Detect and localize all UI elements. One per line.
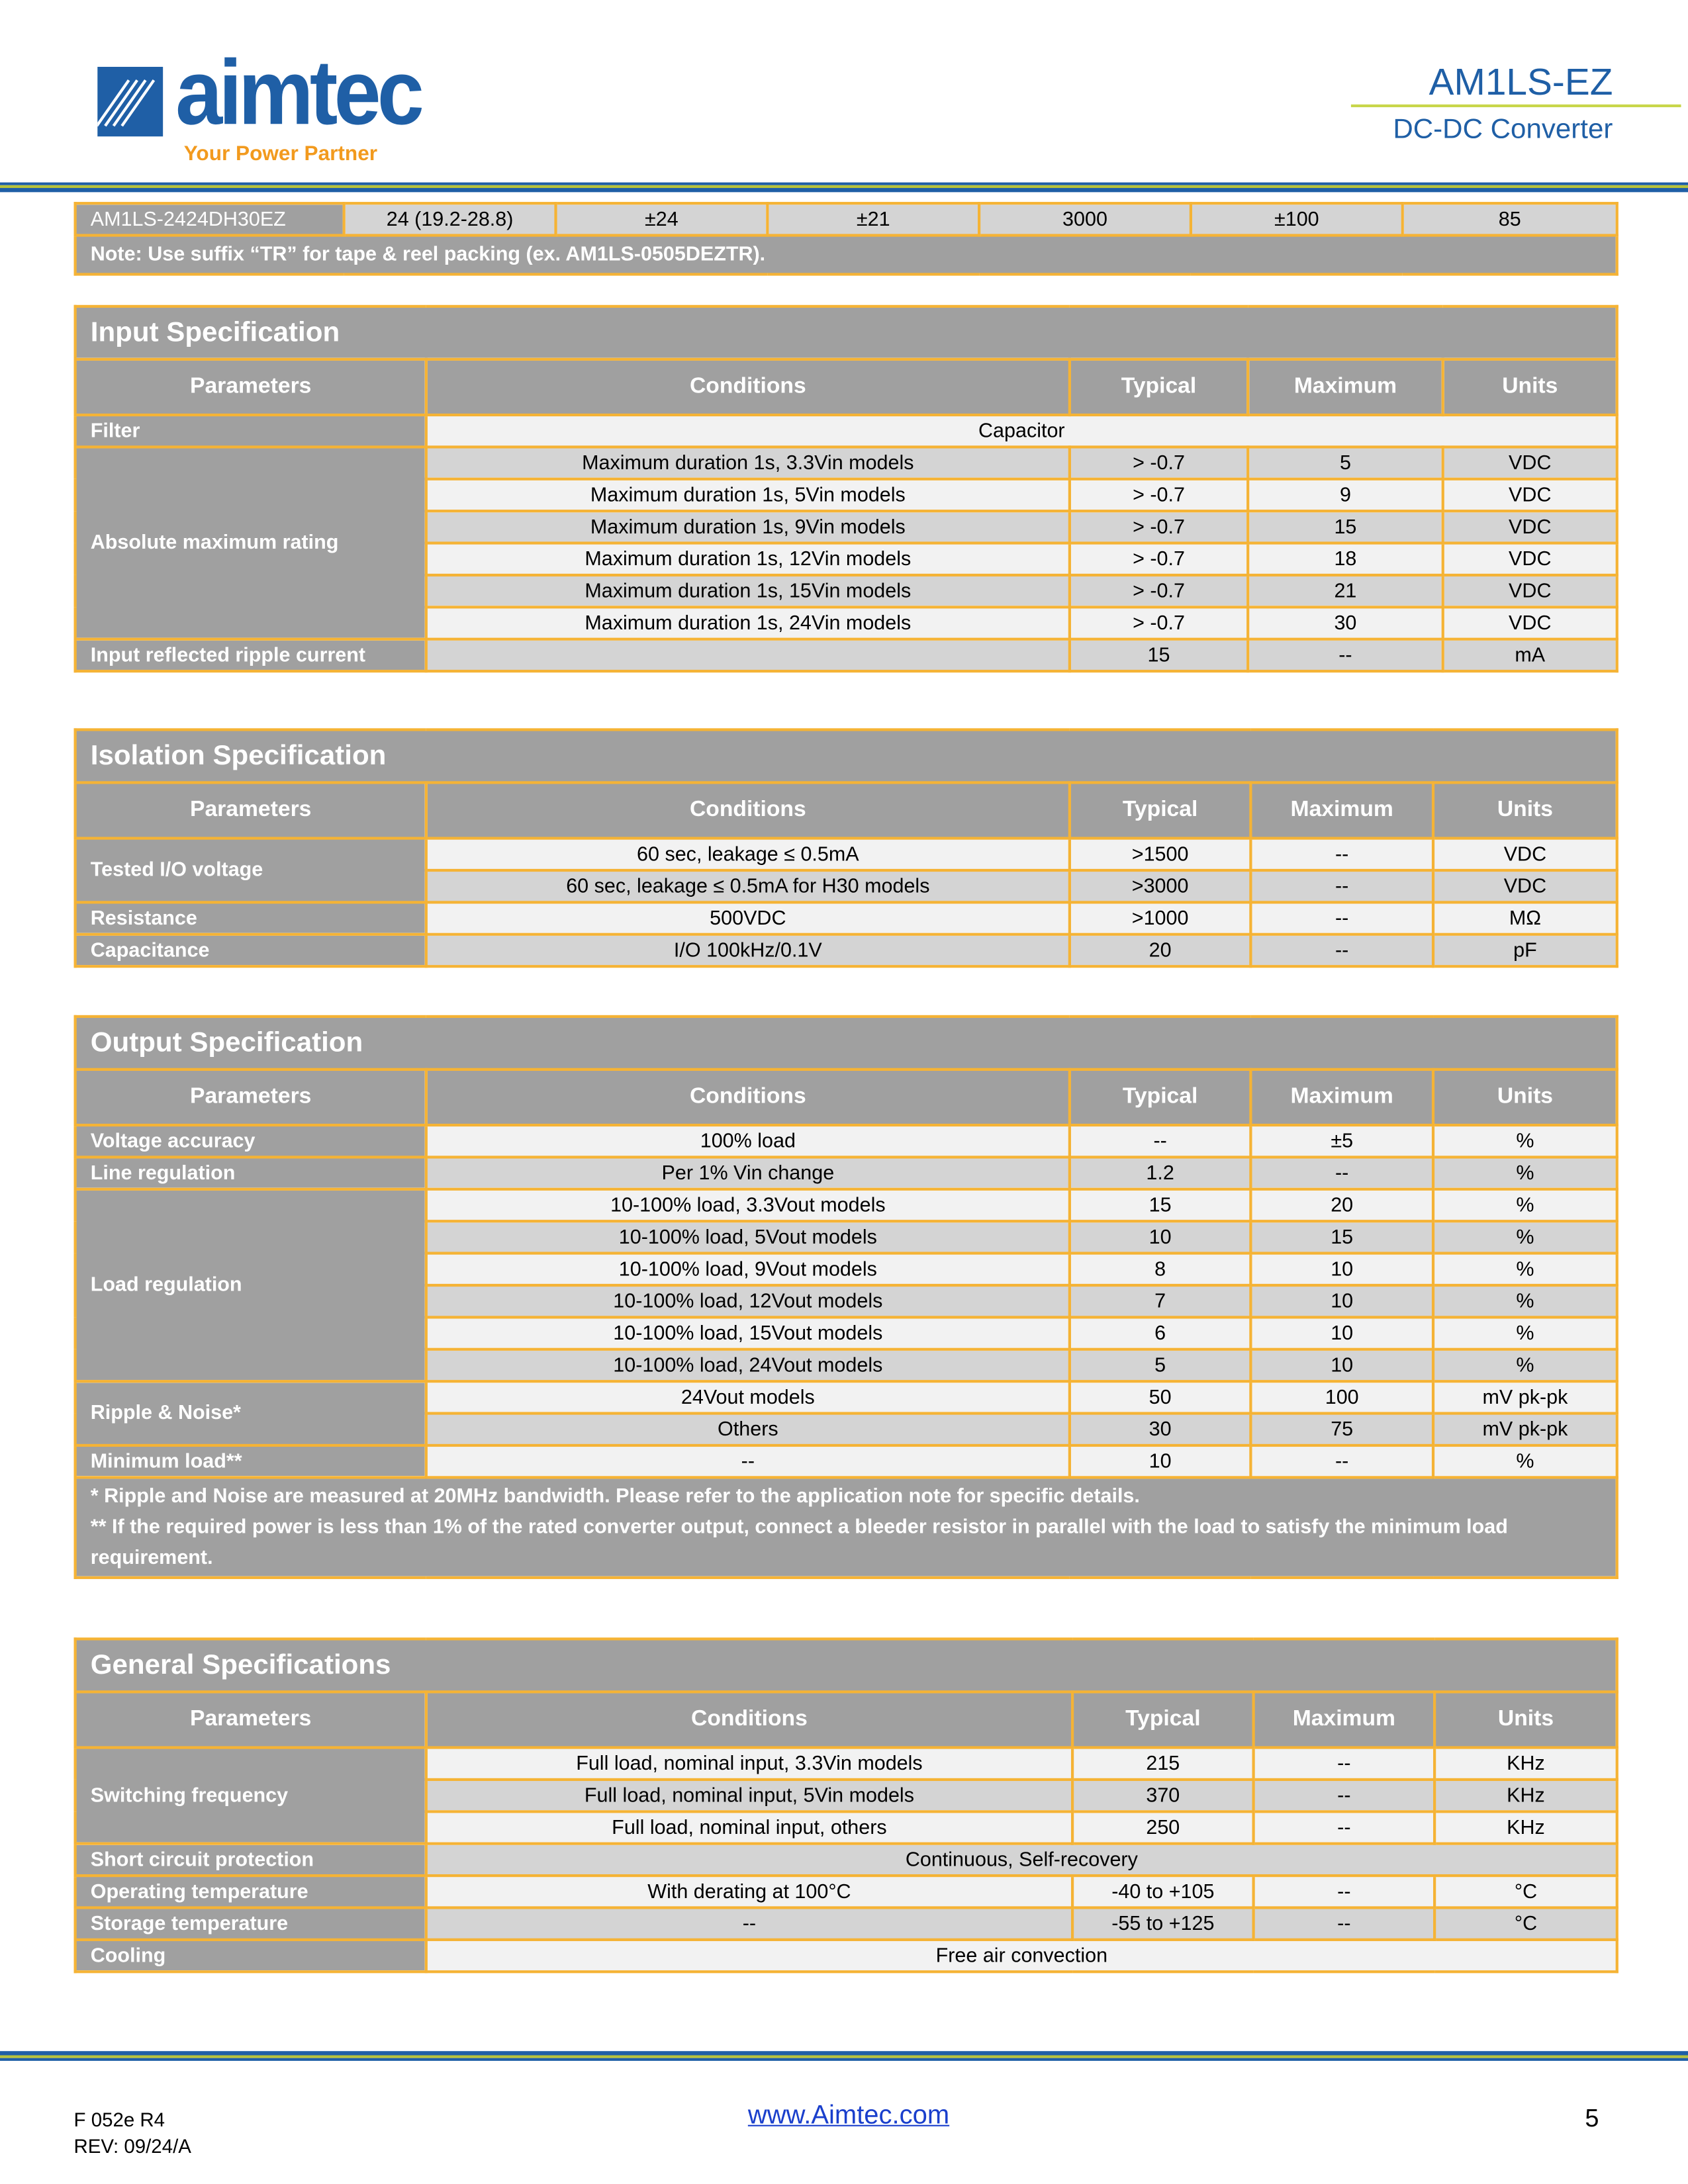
conditions-cell	[426, 639, 1070, 671]
maximum-cell: --	[1254, 1811, 1435, 1843]
maximum-cell: --	[1250, 1157, 1433, 1189]
units-cell: KHz	[1434, 1748, 1617, 1780]
column-header: Maximum	[1248, 359, 1443, 415]
conditions-cell: Maximum duration 1s, 24Vin models	[426, 607, 1070, 639]
conditions-cell: Maximum duration 1s, 5Vin models	[426, 479, 1070, 511]
units-cell: VDC	[1443, 543, 1617, 575]
parameter-cell: Ripple & Noise*	[75, 1381, 426, 1445]
column-header: Maximum	[1254, 1692, 1435, 1747]
conditions-cell: With derating at 100°C	[426, 1876, 1072, 1907]
parameter-cell: Switching frequency	[75, 1748, 426, 1844]
table-row	[75, 839, 1617, 870]
conditions-cell: Maximum duration 1s, 12Vin models	[426, 543, 1070, 575]
conditions-cell: I/O 100kHz/0.1V	[426, 934, 1070, 966]
conditions-cell: 10-100% load, 24Vout models	[426, 1349, 1070, 1381]
model-number: AM1LS-2424DH30EZ	[75, 203, 344, 235]
parameter-cell: Operating temperature	[75, 1876, 426, 1907]
column-header: Typical	[1072, 1692, 1254, 1747]
typical-cell: > -0.7	[1070, 607, 1248, 639]
units-cell: %	[1433, 1189, 1617, 1221]
table-row	[75, 1876, 1617, 1907]
conditions-cell: 100% load	[426, 1125, 1070, 1157]
units-cell: KHz	[1434, 1780, 1617, 1811]
typical-cell: >3000	[1070, 870, 1251, 902]
merged-value-cell: Free air convection	[426, 1940, 1617, 1972]
footnote: * Ripple and Noise are measured at 20MHz bandwidth. Please refer to the application note for specific details.	[90, 1485, 1140, 1508]
section-title: Output Specification	[75, 1017, 1617, 1069]
column-header: Parameters	[75, 1692, 426, 1747]
header-row	[75, 1069, 1617, 1125]
typical-cell: -40 to +105	[1072, 1876, 1254, 1907]
footer-revision: REV: 09/24/A	[73, 2134, 191, 2158]
conditions-cell: Full load, nominal input, others	[426, 1811, 1072, 1843]
units-cell: %	[1433, 1157, 1617, 1189]
maximum-cell: 100	[1250, 1381, 1433, 1413]
units-cell: MΩ	[1433, 902, 1617, 934]
typical-cell: --	[1070, 1125, 1251, 1157]
typical-cell: 15	[1070, 1189, 1251, 1221]
parameter-cell: Storage temperature	[75, 1907, 426, 1939]
conditions-cell: Full load, nominal input, 5Vin models	[426, 1780, 1072, 1811]
column-header: Units	[1443, 359, 1617, 415]
units-cell: %	[1433, 1125, 1617, 1157]
typical-cell: -55 to +125	[1072, 1907, 1254, 1939]
model-isolation: 3000	[979, 203, 1191, 235]
typical-cell: 1.2	[1070, 1157, 1251, 1189]
table-row	[75, 1844, 1617, 1876]
logo-wordmark: aimtec	[175, 40, 421, 144]
units-cell: %	[1433, 1285, 1617, 1317]
maximum-cell: --	[1250, 1445, 1433, 1477]
parameter-cell: Resistance	[75, 902, 426, 934]
units-cell: mV pk-pk	[1433, 1381, 1617, 1413]
page-number: 5	[1585, 2104, 1599, 2132]
maximum-cell: 10	[1250, 1253, 1433, 1285]
section-title: Isolation Specification	[75, 729, 1617, 782]
typical-cell: > -0.7	[1070, 543, 1248, 575]
conditions-cell: Per 1% Vin change	[426, 1157, 1070, 1189]
parameter-cell: Cooling	[75, 1940, 426, 1972]
column-header: Parameters	[75, 359, 426, 415]
column-header: Conditions	[426, 359, 1070, 415]
maximum-cell: --	[1254, 1748, 1435, 1780]
units-cell: KHz	[1434, 1811, 1617, 1843]
header-row	[75, 1692, 1617, 1747]
table-row	[75, 1381, 1617, 1413]
maximum-cell: 10	[1250, 1317, 1433, 1349]
maximum-cell: --	[1254, 1876, 1435, 1907]
units-cell: %	[1433, 1349, 1617, 1381]
maximum-cell: --	[1250, 870, 1433, 902]
general-specifications-table	[74, 1637, 1618, 1973]
footer-form-number: F 052e R4	[73, 2108, 165, 2131]
conditions-cell: Full load, nominal input, 3.3Vin models	[426, 1748, 1072, 1780]
model-efficiency: 85	[1403, 203, 1617, 235]
model-table	[74, 202, 1618, 276]
conditions-cell: 10-100% load, 15Vout models	[426, 1317, 1070, 1349]
title-divider	[1351, 105, 1681, 107]
header-rule-bottom	[0, 188, 1688, 192]
units-cell: VDC	[1443, 607, 1617, 639]
column-header: Units	[1434, 1692, 1617, 1747]
product-title: AM1LS-EZ	[1429, 61, 1613, 103]
typical-cell: 20	[1070, 934, 1251, 966]
typical-cell: >1500	[1070, 839, 1251, 870]
table-row	[75, 639, 1617, 671]
maximum-cell: --	[1248, 639, 1443, 671]
maximum-cell: --	[1254, 1907, 1435, 1939]
typical-cell: 6	[1070, 1317, 1251, 1349]
conditions-cell: 500VDC	[426, 902, 1070, 934]
model-output-voltage: ±24	[555, 203, 767, 235]
table-row	[75, 1157, 1617, 1189]
column-header: Parameters	[75, 782, 426, 838]
parameter-cell: Filter	[75, 415, 426, 447]
column-header: Typical	[1070, 782, 1251, 838]
units-cell: VDC	[1443, 479, 1617, 511]
units-cell: VDC	[1433, 839, 1617, 870]
conditions-cell: Maximum duration 1s, 3.3Vin models	[426, 447, 1070, 478]
column-header: Conditions	[426, 1069, 1070, 1125]
parameter-cell: Input reflected ripple current	[75, 639, 426, 671]
model-row	[75, 203, 1617, 235]
conditions-cell: Maximum duration 1s, 15Vin models	[426, 575, 1070, 607]
input-specification-table	[74, 305, 1618, 672]
section-title: General Specifications	[75, 1639, 1617, 1692]
merged-value-cell: Continuous, Self-recovery	[426, 1844, 1617, 1876]
parameter-cell: Line regulation	[75, 1157, 426, 1189]
units-cell: VDC	[1443, 511, 1617, 543]
column-header: Units	[1433, 782, 1617, 838]
typical-cell: 10	[1070, 1445, 1251, 1477]
maximum-cell: 18	[1248, 543, 1443, 575]
typical-cell: > -0.7	[1070, 575, 1248, 607]
typical-cell: 10	[1070, 1221, 1251, 1253]
maximum-cell: 15	[1248, 511, 1443, 543]
units-cell: %	[1433, 1317, 1617, 1349]
maximum-cell: --	[1254, 1780, 1435, 1811]
merged-value-cell: Capacitor	[426, 415, 1617, 447]
typical-cell: 7	[1070, 1285, 1251, 1317]
model-input-voltage: 24 (19.2-28.8)	[344, 203, 556, 235]
units-cell: VDC	[1443, 575, 1617, 607]
conditions-cell: Others	[426, 1414, 1070, 1445]
units-cell: %	[1433, 1253, 1617, 1285]
column-header: Maximum	[1250, 782, 1433, 838]
conditions-cell: 60 sec, leakage ≤ 0.5mA	[426, 839, 1070, 870]
header-row	[75, 359, 1617, 415]
units-cell: VDC	[1433, 870, 1617, 902]
conditions-cell: --	[426, 1445, 1070, 1477]
maximum-cell: 20	[1250, 1189, 1433, 1221]
maximum-cell: 75	[1250, 1414, 1433, 1445]
table-row	[75, 1125, 1617, 1157]
output-specification-table	[74, 1015, 1618, 1579]
column-header: Units	[1433, 1069, 1617, 1125]
parameter-cell: Capacitance	[75, 934, 426, 966]
column-header: Conditions	[426, 782, 1070, 838]
typical-cell: 50	[1070, 1381, 1251, 1413]
conditions-cell: Maximum duration 1s, 9Vin models	[426, 511, 1070, 543]
model-output-current: ±21	[767, 203, 979, 235]
parameter-cell: Minimum load**	[75, 1445, 426, 1477]
header-row	[75, 782, 1617, 838]
units-cell: %	[1433, 1445, 1617, 1477]
table-row	[75, 1189, 1617, 1221]
section-title: Input Specification	[75, 306, 1617, 359]
maximum-cell: --	[1250, 934, 1433, 966]
isolation-specification-table	[74, 728, 1618, 968]
parameter-cell: Load regulation	[75, 1189, 426, 1381]
column-header: Typical	[1070, 1069, 1251, 1125]
units-cell: %	[1433, 1221, 1617, 1253]
conditions-cell: 10-100% load, 3.3Vout models	[426, 1189, 1070, 1221]
conditions-cell: 60 sec, leakage ≤ 0.5mA for H30 models	[426, 870, 1070, 902]
table-row	[75, 934, 1617, 966]
table-row	[75, 902, 1617, 934]
typical-cell: 5	[1070, 1349, 1251, 1381]
parameter-cell: Short circuit protection	[75, 1844, 426, 1876]
maximum-cell: 9	[1248, 479, 1443, 511]
table-row	[75, 1940, 1617, 1972]
units-cell: mA	[1443, 639, 1617, 671]
conditions-cell: --	[426, 1907, 1072, 1939]
typical-cell: > -0.7	[1070, 479, 1248, 511]
units-cell: VDC	[1443, 447, 1617, 478]
typical-cell: 215	[1072, 1748, 1254, 1780]
model-capacitive-load: ±100	[1191, 203, 1403, 235]
column-header: Conditions	[426, 1692, 1072, 1747]
typical-cell: 370	[1072, 1780, 1254, 1811]
footnotes	[75, 1477, 1617, 1577]
aimtec-logo	[97, 40, 445, 175]
maximum-cell: --	[1250, 839, 1433, 870]
website-link[interactable]: www.Aimtec.com	[747, 2101, 950, 2131]
typical-cell: 250	[1072, 1811, 1254, 1843]
footnote: ** If the required power is less than 1% of the rated converter output, connect a bleeder resistor in parallel with the load to satisfy the minimum load requirement.	[90, 1516, 1508, 1570]
maximum-cell: 10	[1250, 1349, 1433, 1381]
conditions-cell: 24Vout models	[426, 1381, 1070, 1413]
logo-tagline: Your Power Partner	[183, 142, 378, 166]
column-header: Maximum	[1250, 1069, 1433, 1125]
maximum-cell: 5	[1248, 447, 1443, 478]
units-cell: °C	[1434, 1907, 1617, 1939]
table-row	[75, 1445, 1617, 1477]
maximum-cell: ±5	[1250, 1125, 1433, 1157]
maximum-cell: 30	[1248, 607, 1443, 639]
conditions-cell: 10-100% load, 12Vout models	[426, 1285, 1070, 1317]
units-cell: mV pk-pk	[1433, 1414, 1617, 1445]
footer-form-info	[74, 2107, 191, 2160]
logo-mark-icon	[97, 67, 163, 136]
table-row	[75, 1748, 1617, 1780]
units-cell: pF	[1433, 934, 1617, 966]
typical-cell: >1000	[1070, 902, 1251, 934]
maximum-cell: 10	[1250, 1285, 1433, 1317]
table-row	[75, 1907, 1617, 1939]
footer-rule-bottom	[0, 2058, 1688, 2061]
maximum-cell: --	[1250, 902, 1433, 934]
typical-cell: > -0.7	[1070, 447, 1248, 478]
product-subtitle: DC-DC Converter	[1393, 114, 1613, 145]
column-header: Parameters	[75, 1069, 426, 1125]
conditions-cell: 10-100% load, 9Vout models	[426, 1253, 1070, 1285]
table-row	[75, 415, 1617, 447]
typical-cell: 15	[1070, 639, 1248, 671]
conditions-cell: 10-100% load, 5Vout models	[426, 1221, 1070, 1253]
column-header: Typical	[1070, 359, 1248, 415]
parameter-cell: Voltage accuracy	[75, 1125, 426, 1157]
maximum-cell: 21	[1248, 575, 1443, 607]
typical-cell: > -0.7	[1070, 511, 1248, 543]
table-row	[75, 447, 1617, 478]
packing-note: Note: Use suffix “TR” for tape & reel packing (ex. AM1LS-0505DEZTR).	[75, 236, 1617, 275]
units-cell: °C	[1434, 1876, 1617, 1907]
maximum-cell: 15	[1250, 1221, 1433, 1253]
typical-cell: 30	[1070, 1414, 1251, 1445]
parameter-cell: Absolute maximum rating	[75, 447, 426, 639]
parameter-cell: Tested I/O voltage	[75, 839, 426, 903]
typical-cell: 8	[1070, 1253, 1251, 1285]
